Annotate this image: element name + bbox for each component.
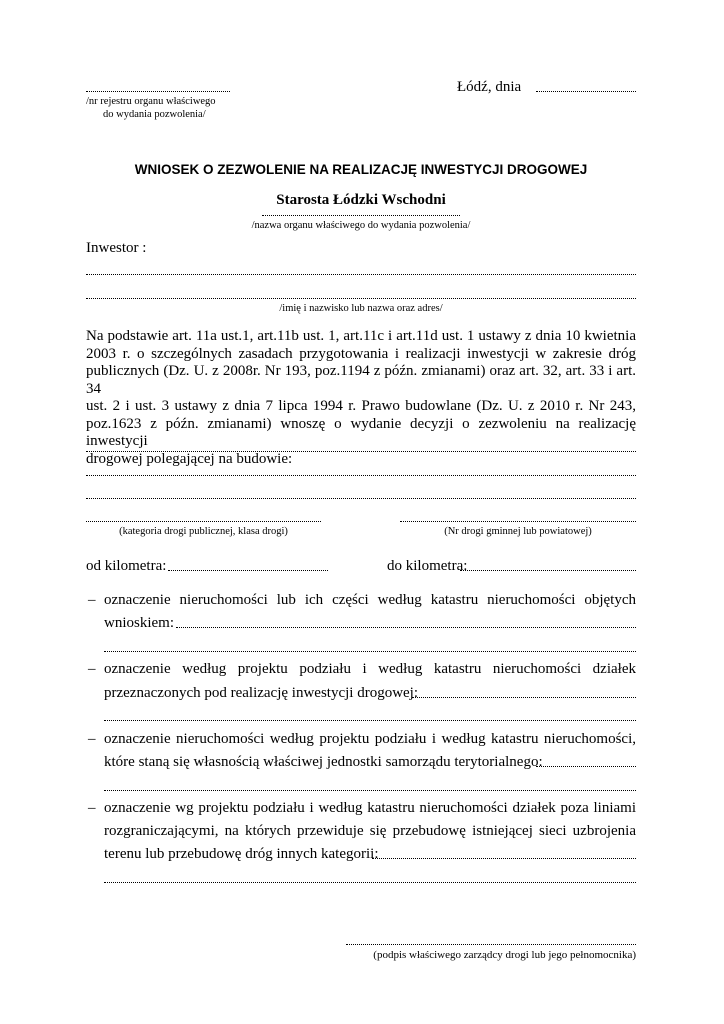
- item3-line2: które staną się własnością właściwej jednostki samorządu terytorialnego:: [104, 754, 543, 770]
- construction-line-2[interactable]: [86, 475, 636, 476]
- investor-line-2[interactable]: [86, 298, 636, 299]
- item2-line1: oznaczenie według projektu podziału i według katastru nieruchomości działek: [104, 661, 636, 677]
- road-category-caption: (kategoria drogi publicznej, klasa drogi): [119, 526, 288, 537]
- list-bullet: –: [88, 592, 96, 608]
- item2-line2-fill[interactable]: [412, 697, 636, 698]
- item3-line2-fill[interactable]: [536, 766, 636, 767]
- from-km-label: od kilometra:: [86, 558, 167, 574]
- road-number-caption: (Nr drogi gminnej lub powiatowej): [444, 526, 592, 537]
- item4-line1: oznaczenie wg projektu podziału i według katastru nieruchomości działek poza liniami: [104, 800, 636, 816]
- item1-line2-fill[interactable]: [176, 627, 636, 628]
- from-km-line[interactable]: [168, 570, 328, 571]
- item4-line3-fill[interactable]: [372, 858, 636, 859]
- construction-line-3[interactable]: [86, 498, 636, 499]
- investor-caption: /imię i nazwisko lub nazwa oraz adres/: [279, 303, 443, 314]
- legal-basis-paragraph: [86, 328, 636, 468]
- list-bullet: –: [88, 800, 96, 816]
- road-number-line[interactable]: [400, 521, 636, 522]
- item4-extra-line[interactable]: [104, 882, 636, 883]
- legal-basis-last-line: drogowej polegającej na budowie:: [86, 450, 293, 467]
- construction-line-1[interactable]: [86, 451, 636, 452]
- to-km-label: do kilometra:: [387, 558, 468, 574]
- investor-label: Inwestor :: [86, 240, 147, 256]
- city-date-label: Łódź, dnia: [457, 79, 522, 95]
- item2-line2: przeznaczonych pod realizację inwestycji drogowej:: [104, 685, 419, 701]
- registry-note-line1: /nr rejestru organu właściwego: [86, 96, 216, 107]
- item1-extra-line[interactable]: [104, 651, 636, 652]
- document-title: WNIOSEK O ZEZWOLENIE NA REALIZACJĘ INWESTYCJI DROGOWEJ: [134, 162, 588, 177]
- signature-caption: (podpis właściwego zarządcy drogi lub jego pełnomocnika): [373, 949, 636, 961]
- registry-note-line2: do wydania pozwolenia/: [103, 109, 206, 120]
- item1-line2: wnioskiem:: [104, 615, 174, 631]
- registry-number-line[interactable]: [86, 91, 230, 92]
- date-line[interactable]: [536, 91, 636, 92]
- to-km-line[interactable]: [460, 570, 636, 571]
- authority-caption: /nazwa organu właściwego do wydania pozwolenia/: [251, 220, 471, 231]
- road-category-line[interactable]: [86, 521, 321, 522]
- authority-name: Starosta Łódzki Wschodni: [276, 192, 446, 208]
- signature-line[interactable]: [346, 944, 636, 945]
- item3-line1: oznaczenie nieruchomości według projektu podziału i według katastru nieruchomości,: [104, 731, 636, 747]
- legal-basis-line: 2003 r. o szczególnych zasadach przygotowania i realizacji inwestycji w zakresie dróg: [86, 345, 636, 362]
- list-bullet: –: [88, 661, 96, 677]
- legal-basis-line: ust. 2 i ust. 3 ustawy z dnia 7 lipca 1994 r. Prawo budowlane (Dz. U. z 2010 r. Nr 243,: [86, 398, 636, 414]
- item1-line1: oznaczenie nieruchomości lub ich części według katastru nieruchomości objętych: [104, 592, 636, 608]
- item4-line2: rozgraniczającymi, na których przewiduje się przebudowę istniejącej sieci uzbrojenia: [104, 823, 636, 839]
- item3-extra-line[interactable]: [104, 790, 636, 791]
- legal-basis-line: poz.1623 z późn. zmianami) wnoszę o wydanie decyzji o zezwoleniu na realizację inwestycji: [86, 415, 636, 449]
- investor-line-1[interactable]: [86, 274, 636, 275]
- legal-basis-line: Na podstawie art. 11a ust.1, art.11b ust. 1, art.11c i art.11d ust. 1 ustawy z dnia 10 kwietnia: [86, 328, 636, 344]
- item4-line3: terenu lub przebudowę dróg innych kategorii:: [104, 846, 379, 862]
- legal-basis-line: publicznych (Dz. U. z 2008r. Nr 193, poz.1194 z późn. zmianami) oraz art. 32, art. 33 i art. 34: [86, 363, 636, 397]
- authority-line: [262, 215, 460, 216]
- item2-extra-line[interactable]: [104, 720, 636, 721]
- list-bullet: –: [88, 731, 96, 747]
